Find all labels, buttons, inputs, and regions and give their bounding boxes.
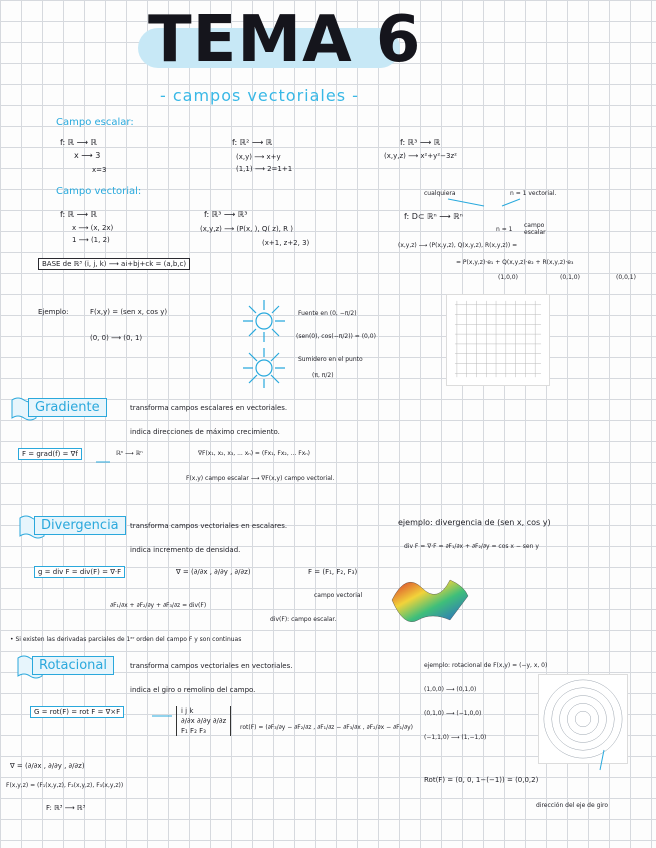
sumidero-label: Sumidero en el punto — [298, 356, 363, 363]
divergencia-line2: indica incremento de densidad. — [130, 546, 241, 554]
gradiente-nabla: ∇F(x₁, x₂, x₃, ... xₙ) = (Fx₁, Fx₂, ... Fxₙ) — [198, 450, 311, 457]
vectorial-f2-map2: (x+1, z+2, 3) — [262, 239, 310, 247]
escalar-f1-eq: x=3 — [92, 166, 107, 174]
rotacional-ex3: (−1,1,0) ⟶ (1,−1,0) — [424, 734, 487, 741]
gradiente-heading: Gradiente — [28, 398, 107, 417]
rotacional-ex2: (0,1,0) ⟶ (−1,0,0) — [424, 710, 482, 717]
basis-e3: (0,0,1) — [616, 274, 636, 281]
gradiente-line2: indica direcciones de máximo crecimiento. — [130, 428, 280, 436]
n1-label: n = 1 — [496, 226, 513, 233]
rotacional-result: Rot(F) = (0, 0, 1−(−1)) = (0,0,2) — [424, 776, 539, 784]
divergencia-line1: transforma campos vectoriales en escalares. — [130, 522, 288, 530]
fuente-label: Fuente en (0, −π/2) — [298, 310, 357, 317]
escalar-f2-map1: (x,y) ⟶ x+y — [236, 153, 281, 161]
ejemplo1-function: F(x,y) = (sen x, cos y) — [90, 308, 168, 316]
campo-vectorial-note: campo vectorial — [314, 592, 363, 599]
direccion-eje: dirección del eje de giro — [536, 802, 609, 809]
vectorial-f3-expand: = P(x,y,z)·e₁ + Q(x,y,z)·e₂ + R(x,y,z)·e₃ — [456, 259, 574, 266]
escalar-f2-map2: (1,1) ⟶ 2=1+1 — [236, 165, 293, 173]
vectorial-f3-def: f: D⊂ ℝⁿ ⟶ ℝⁿ — [404, 212, 463, 221]
rotacional-nabla: ∇ = (∂/∂x , ∂/∂y , ∂/∂z) — [10, 762, 85, 770]
vectorial-f1-map1: x ⟶ (x, 2x) — [72, 224, 114, 232]
vectorial-f2-map1: (x,y,z) ⟶ (P(x, ), Q( z), R ) — [200, 225, 293, 233]
matrix-row-3: F₁ F₂ F₃ — [181, 727, 206, 735]
vectorial-f3-map: (x,y,z) ⟶ (P(x,y,z), Q(x,y,z), R(x,y,z)) = — [398, 242, 518, 249]
escalar-f1-def: f: ℝ ⟶ ℝ — [60, 138, 97, 147]
derivadas-note: • Si existen las derivadas parciales de 1ᵉʳ orden del campo F y son continuas — [10, 636, 242, 643]
page-title: TEMA 6 — [148, 3, 422, 77]
divergencia-ejemplo-eq: div F = ∇·F = ∂F₁/∂x + ∂F₂/∂y = cos x − sen y — [404, 543, 539, 550]
rotacional-eq: rot(F) = (∂F₃/∂y − ∂F₂/∂z , ∂F₁/∂z − ∂F₃/∂x , ∂F₂/∂x − ∂F₁/∂y) — [240, 724, 413, 731]
divergencia-F: F = (F₁, F₂, F₃) — [308, 568, 358, 576]
divergencia-ejemplo: ejemplo: divergencia de (sen x, cos y) — [398, 518, 551, 527]
rotacional-heading: Rotacional — [32, 656, 114, 675]
vectorial-f1-map2: 1 ⟶ (1, 2) — [72, 236, 110, 244]
matrix-row-2: ∂/∂x ∂/∂y ∂/∂z — [181, 717, 227, 725]
escalar-f3-def: f: ℝ³ ⟶ ℝ — [400, 138, 441, 147]
cualquiera-label: cualquiera — [424, 190, 456, 197]
divergencia-sum: ∂F₁/∂x + ∂F₂/∂y + ∂F₃/∂z = div(F) — [110, 602, 207, 609]
gradiente-campo: F(x,y) campo escalar ⟶ ∇F(x,y) campo vectorial. — [186, 475, 335, 482]
divergencia-escalar: div(F): campo escalar. — [270, 616, 337, 623]
rotacional-line1: transforma campos vectoriales en vectoriales. — [130, 662, 293, 670]
vectorial-f2-def: f: ℝ³ ⟶ ℝ³ — [204, 210, 248, 219]
matrix-row-1: i j k — [181, 707, 194, 715]
rotacional-map: F: ℝ³ ⟶ ℝ³ — [46, 804, 86, 812]
vectorial-n-label: n = 1 vectorial. — [510, 190, 557, 197]
campo-vectorial-heading: Campo vectorial: — [56, 186, 142, 197]
gradiente-map: ℝⁿ ⟶ ℝⁿ — [116, 450, 143, 457]
gradiente-def-box: F = grad(f) = ∇f — [18, 448, 82, 460]
rotacional-ejemplo: ejemplo: rotacional de F(x,y) = (−y, x, 0) — [424, 662, 548, 669]
page-subtitle: - campos vectoriales - — [160, 86, 359, 105]
divergencia-nabla: ∇ = (∂/∂x , ∂/∂y , ∂/∂z) — [176, 568, 251, 576]
rotacional-def-box: G = rot(F) = rot F = ∇×F — [30, 706, 124, 718]
fuente-eq: (sen(0), cos(−π/2)) = (0,0) — [296, 333, 376, 340]
basis-e1: (1,0,0) — [498, 274, 518, 281]
divergencia-def-box: g = div F = div(F) = ∇·F — [34, 566, 125, 578]
sumidero-point: (π, π/2) — [312, 372, 334, 379]
ejemplo1-map: (0, 0) ⟶ (0, 1) — [90, 334, 143, 342]
base-r3-box: BASE de ℝ³ (i, j, k) ⟶ ai+bj+ck = (a,b,c) — [38, 258, 190, 270]
escalar-f2-def: f: ℝ² ⟶ ℝ — [232, 138, 273, 147]
campo-escalar-heading: Campo escalar: — [56, 117, 134, 128]
basis-e2: (0,1,0) — [560, 274, 580, 281]
escalar-f3-map: (x,y,z) ⟶ x²+y²−3z² — [384, 152, 457, 160]
divergencia-heading: Divergencia — [34, 516, 126, 535]
rotacional-ex1: (1,0,0) ⟶ (0,1,0) — [424, 686, 477, 693]
vectorial-f1-def: f: ℝ ⟶ ℝ — [60, 210, 97, 219]
campo-escalar-label: campo escalar — [524, 222, 546, 236]
rotacional-F: F(x,y,z) = (F₁(x,y,z), F₂(x,y,z), F₃(x,y,z)) — [6, 782, 124, 789]
gradiente-line1: transforma campos escalares en vectoriales. — [130, 404, 288, 412]
escalar-f1-map: x ⟶ 3 — [74, 151, 101, 160]
rotacional-line2: indica el giro o remolino del campo. — [130, 686, 256, 694]
ejemplo1-label: Ejemplo: — [38, 308, 69, 316]
